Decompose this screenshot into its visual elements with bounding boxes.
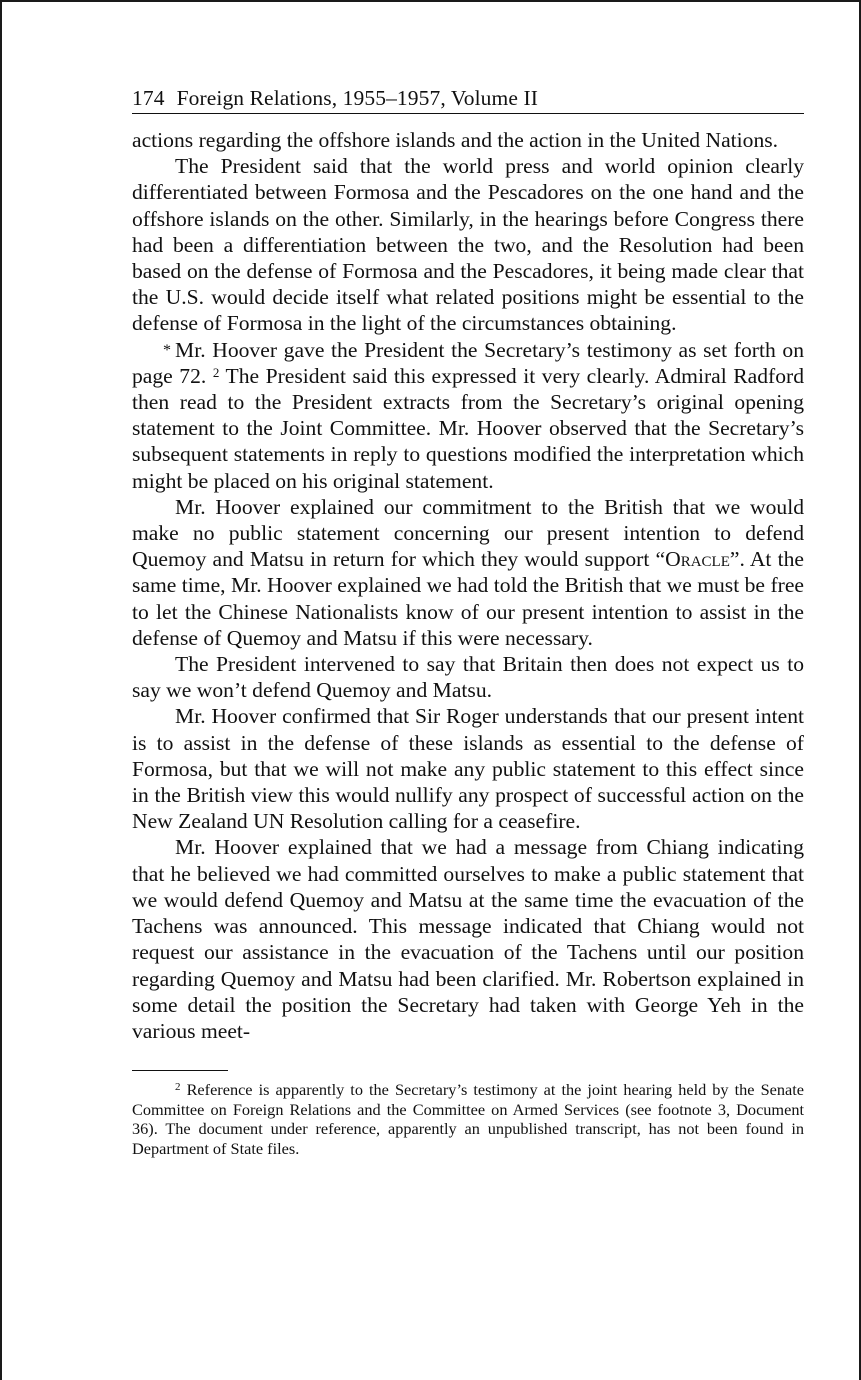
- paragraph-text: Mr. Hoover explained our commitment to the British that we would make no public statement concerning our present intention to defend Quemoy and Matsu in return for which they would support “: [132, 494, 804, 572]
- margin-mark: *: [163, 341, 171, 359]
- paragraph: [132, 494, 804, 651]
- footnote-separator: [132, 1070, 228, 1071]
- paragraph: The President intervened to say that Britain then does not expect us to say we won’t defend Quemoy and Matsu.: [132, 652, 804, 703]
- footnote-number: 2: [175, 1081, 181, 1094]
- page-number: 174: [132, 86, 165, 110]
- code-word-oracle: Oracle: [665, 547, 730, 572]
- footnote: [132, 1080, 804, 1158]
- page-border-top: [0, 0, 861, 2]
- running-head: [132, 84, 804, 114]
- paragraph-text: ”. At the same time, Mr. Hoover explained we had told the British that we must be free to let the Chinese Nationalists know of our present intention to assist in the defense of Quemoy and Matsu if this were necessary.: [132, 547, 804, 650]
- body-text: [132, 127, 804, 1044]
- paragraph-with-footnote-ref: [132, 337, 804, 494]
- footnote-reference[interactable]: 2: [212, 364, 220, 380]
- footnote-text: Reference is apparently to the Secretary’s testimony at the joint hearing held by the Senate Committee on Foreign Relations and the Committee on Armed Services (see footnote 3, Document 36). The document under reference, apparently an unpublished transcript, has not been found in Department of State files.: [132, 1080, 804, 1158]
- paragraph: Mr. Hoover explained that we had a message from Chiang indicating that he believed we had committed ourselves to make a public statement that we would defend Quemoy and Matsu at the same time the evacuation of the Tachens was announced. This message indicated that Chiang would not request our assistance in the evacuation of the Tachens until our position regarding Quemoy and Matsu had been clarified. Mr. Robertson explained in some detail the position the Secretary had taken with George Yeh in the various meet-: [132, 835, 804, 1043]
- paragraph-continued: actions regarding the offshore islands and the action in the United Nations.: [132, 128, 779, 152]
- paragraph-text: Mr. Hoover gave the President the Secretary’s testimony as set forth on page 72.: [132, 337, 804, 388]
- paragraph-text: The President said this expressed it very clearly. Admiral Radford then read to the President extracts from the Secretary’s original opening statement to the Joint Committee. Mr. Hoover observed that the Secretary’s subsequent statements in reply to questions modified the interpretation which might be placed on his original statement.: [132, 363, 805, 493]
- paragraph: Mr. Hoover confirmed that Sir Roger understands that our present intent is to assist in the defense of these islands as essential to the defense of Formosa, but that we will not make any public statement to this effect since in the British view this would nullify any prospect of successful action on the New Zealand UN Resolution calling for a ceasefire.: [132, 704, 804, 834]
- page-border-left: [0, 0, 2, 1380]
- paragraph: The President said that the world press and world opinion clearly differentiated between Formosa and the Pescadores on the one hand and the offshore islands on the other. Similarly, in the hearings before Congress there had been a differentiation between the two, and the Resolution had been based on the defense of Formosa and the Pescadores, it being made clear that the U.S. would decide itself what related positions might be essential to the defense of Formosa in the light of the circumstances obtaining.: [132, 154, 804, 336]
- running-title: Foreign Relations, 1955–1957, Volume II: [176, 86, 538, 110]
- document-page: [132, 84, 804, 1158]
